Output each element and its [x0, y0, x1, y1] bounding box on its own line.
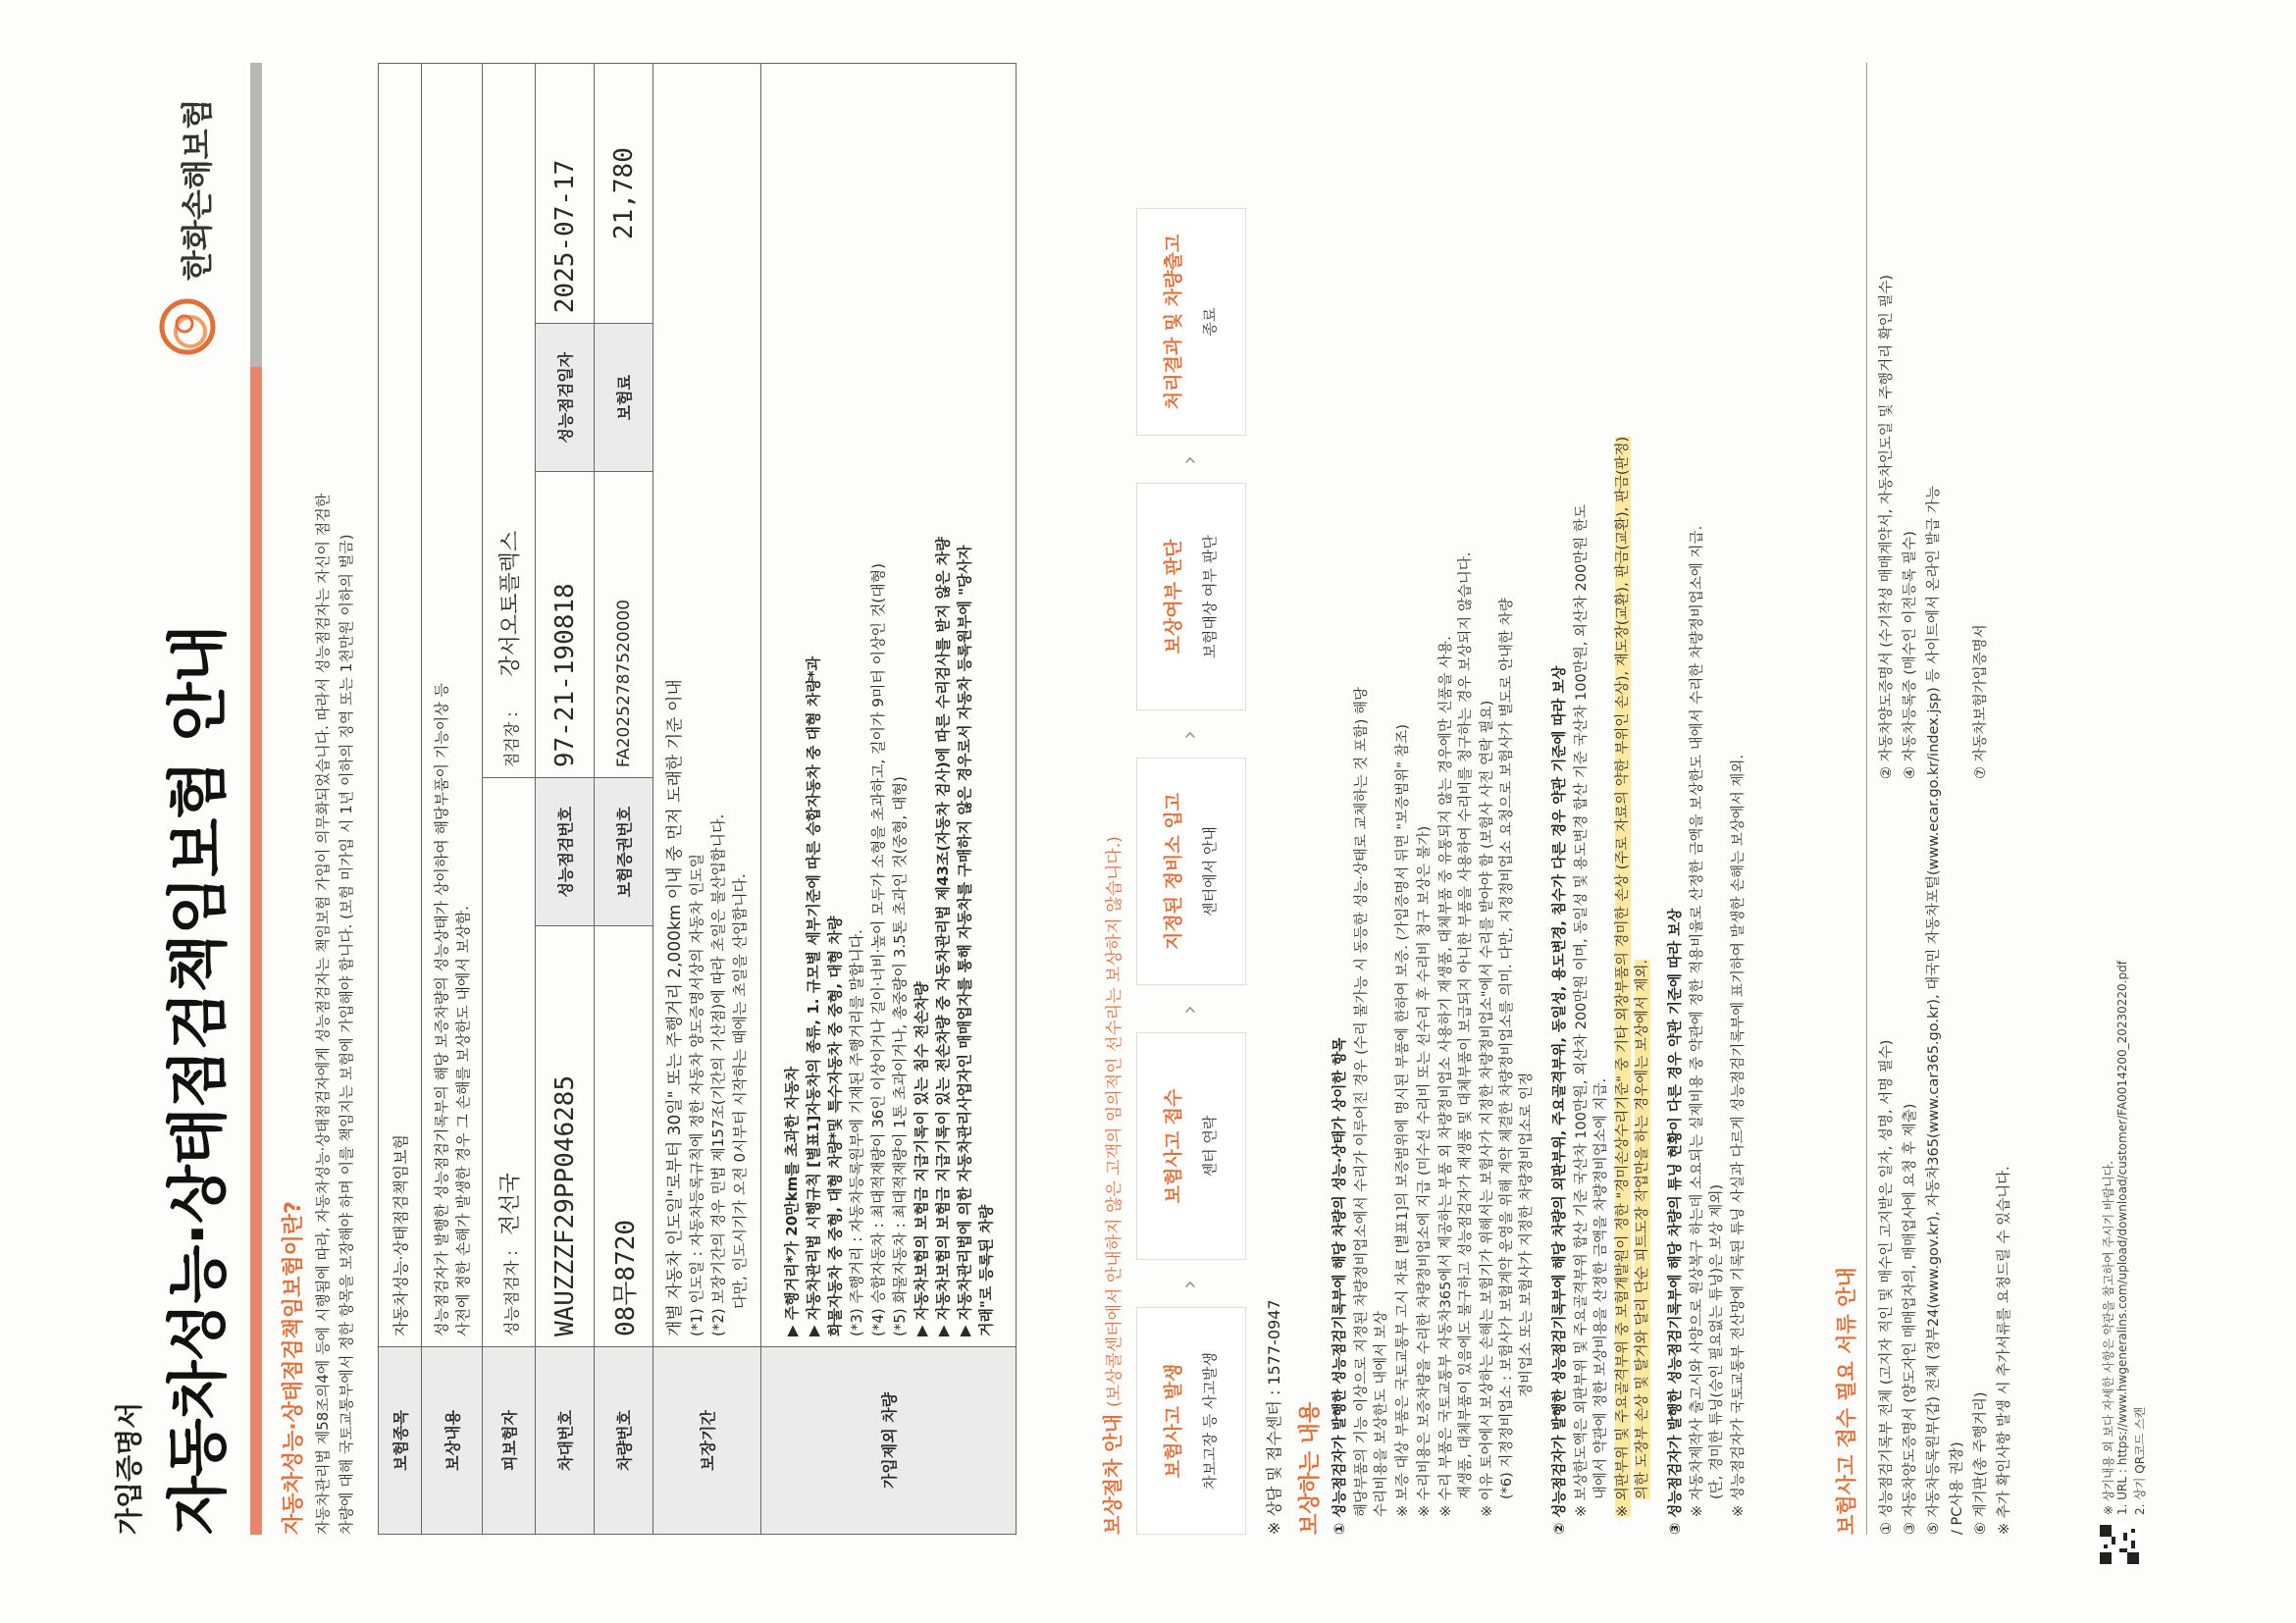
- coverage-line: 사전에 정한 손해가 발생한 경우 그 손해를 보상한도 내에서 보상함.: [453, 906, 472, 1336]
- chevron-right-icon: ›: [1175, 730, 1203, 740]
- policy-no-label: 보험증권번호: [595, 778, 653, 926]
- insured-label: 피보험자: [483, 1347, 536, 1535]
- process-title: [1097, 836, 1125, 1535]
- process-step-result: [1136, 208, 1246, 436]
- brand-swirl-icon: [157, 296, 218, 357]
- required-doc-item: ⑤ 자동차등록원부(갑) 전체 (정부24(www.gov.kr), 자동차365(www.car365.go.kr), 대국민 자동차포털(www.ecar.go.kr/index.jsp) 등 사이트에서 온라인 발급 가능: [1926, 486, 1942, 1535]
- shop-cell: [483, 64, 536, 778]
- coverage-text: (*6) 지정정비업소 : 보험사가 보험계약 운영을 위해 계약 체결한 차량정비업소를 의미. 다만, 지정정비업소 요청으로 보험사가 별도로 안내한 차량: [1499, 598, 1515, 1499]
- period-label: 보장기간: [653, 1347, 761, 1535]
- plate-label: 차량번호: [595, 1347, 653, 1535]
- excluded-label: 가입제외 차량: [761, 1347, 1017, 1535]
- coverage-text: 수리비용을 보상한도 내에서 보상: [1374, 1311, 1389, 1517]
- coverage-label: 보상내용: [422, 1347, 483, 1535]
- inspector-cell: [483, 778, 536, 1347]
- step-heading: 지정된 정비소 입고: [1163, 792, 1184, 951]
- inspection-no-value: 97-21-190818: [536, 472, 595, 778]
- product-label: 보험종목: [379, 1347, 422, 1535]
- premium-value: 21,780: [595, 64, 653, 324]
- shop-name: 강서오토플렉스: [498, 530, 523, 677]
- excluded-line: 화물자동차 중 중형, 대형 차량*및 특수자동차 중 중형, 대형 차량: [825, 916, 844, 1336]
- contact-center-note: ※ 상담 및 접수센터 : 1577-0947: [1265, 1299, 1283, 1535]
- coverage-item-heading: ③ 성능점검자가 발행한 성능점검기록부에 해당 차량의 튜닝 현황이 다른 경우 약관 기준에 따라 보상: [1668, 908, 1684, 1535]
- coverage-text: ※ 보상한도액은 외판부위 및 주요골격부위 합산 기준 국산차 100만원, 외산차 200만원 이며, 동일성 및 용도변경 합산 기준 국산차 100만원, 외산차 200만원 한도: [1574, 504, 1590, 1517]
- chevron-right-icon: ›: [1175, 1005, 1203, 1015]
- excluded-line: 거래"로 등록된 차량: [976, 1204, 995, 1336]
- brand-name: 한화손해보험: [179, 98, 216, 281]
- period-line: 개별 자동차 인도일"로부터 30일" 또는 주행거리 2,000km 이내 중 먼저 도래한 기준 이내: [664, 679, 685, 1336]
- step-heading: 보험사고 발생: [1163, 1363, 1184, 1479]
- product-value: 자동차성능·상태점검책임보험: [379, 64, 422, 1347]
- brand-logo: [147, 63, 235, 357]
- process-steps: [1136, 63, 1244, 1535]
- process-heading-note: (보상콜센터에서 안내하지 않은 고객의 임의적인 선수리는 보상하지 않습니다.): [1105, 836, 1124, 1408]
- intro-text-line: 차량에 대해 국토교통부에서 정한 항목을 보장해야 하며 이를 책임지는 보험에 가입해야 합니다. (보험 미가입 시 1년 이하의 징역 또는 1천만원 이하의 벌금): [338, 534, 355, 1535]
- coverage-title: 보상하는 내용: [1298, 1401, 1323, 1535]
- coverage-item-heading: ① 성능점검자가 발행한 성능점검기록부에 해당 차량의 성능·상태가 상이한 항목: [1332, 1037, 1348, 1535]
- excluded-line: ▶ 자동차관리법 시행규칙 [별표1]자동차의 종류, 1. 규모별 세부기준에 따른 승합자동차 중 대형 차량*과: [804, 655, 822, 1336]
- coverage-text: 정비업소 또는 보험사가 지정한 차량정비업소로 인정: [1519, 1072, 1535, 1397]
- coverage-text: ※ 수리 부품은 국토교통부 자동차365에서 제공하는 부품 외 차량정비업소 사용하기 재생품, 대체부품 중 유통되지 않는 경우에만 신품을 사용.: [1438, 636, 1454, 1517]
- coverage-text: (단, 경미한 튜닝(승인 필요없는 튜닝)은 보상 제외): [1709, 1183, 1725, 1499]
- excluded-value: [761, 64, 1017, 1347]
- required-doc-item: ③ 자동차양도증명서 (양도자인 매매업자의, 매매업사에 요청 후 제출): [1903, 1103, 1918, 1535]
- intro-text-line: 자동차관리법 제58조의4에 등에 시행됨에 따라, 자동차성능·상태점검자에게 성능점검자는 책임보험 가입이 의무화되었습니다. 따라서 성능점검자는 자신이 점검한: [314, 493, 332, 1535]
- required-doc-item: ① 성능점검기록부 전체 (고지자 직인 및 매수인 고지받은 일자, 성명, 서명 필수): [1879, 1039, 1895, 1535]
- coverage-text: ※ 수리비용은 보증차량을 수리한 차량정비업소에 지급 (미수선 수리비 또는 선수리 후 수리비 청구 보상은 불가): [1417, 825, 1433, 1517]
- policy-no-value: FA20252787520000: [595, 472, 653, 778]
- step-heading: 처리결과 및 차량출고: [1163, 234, 1184, 410]
- step-description: 차보고장 등 사고발생: [1201, 1352, 1219, 1490]
- coverage-text: ※ 자동차제작사 출고시와 사양으로 원상복구 하는데 소요되는 실제비용 중 약관에 정한 적용비율로 산정한 금액을 보상한도 내에서 수리한 차량정비업소에 지급.: [1690, 525, 1705, 1517]
- coverage-text: ※ 성능점검자가 국토교통부 전산망에 기록된 튜닝 사실과 다르게 성능점검기록부에 표기하여 발생한 손해는 보상에서 제외.: [1731, 754, 1747, 1517]
- certificate-table: [378, 63, 1017, 1535]
- step-description: 보험대상 여부 판단: [1201, 535, 1219, 658]
- required-doc-item: ② 자동차양도증명서 (수기작성 매매계약서, 자동차인도일 및 주행거리 확인 필수): [1879, 274, 1895, 779]
- coverage-item-heading: ② 성능점검자가 발행한 성능점검기록부에 해당 차량의 외판부위, 주요골격부위, 동일성, 용도변경, 침수가 다른 경우 약관 기준에 따라 보상: [1552, 665, 1568, 1535]
- intro-question: 자동차성능·상태점검책임보험이란?: [282, 1201, 306, 1535]
- qr-code-icon[interactable]: [2100, 1525, 2139, 1564]
- required-docs-title: 보험사고 접수 필요 서류 안내: [1835, 1267, 1858, 1535]
- vin-value: WAUZZZF29PP046285: [536, 926, 595, 1347]
- highlighted-text: 의한 도장부 손상 및 탈거와 달리 단순 피트도장 작업만을 하는 경우에는 보상에서 제외.: [1635, 959, 1650, 1499]
- section-divider: [1866, 63, 1867, 1535]
- highlighted-text: ※ 외판부위 및 주요골격부위 중 보험개발원이 정한 "경미손상수리기준" 중 기타 외장부품의 경미한 손상 (주로 자료의 약한 부위인 손상), 재도장(교환), 판금(교환), 판금(판정): [1615, 436, 1631, 1517]
- excluded-line: ▶ 자동차보험의 보험금 지급기록이 있는 전손차량 중 자동차관리법 제43조(자동차 검사)에 따른 수리검사를 받지 않은 차량: [933, 537, 952, 1336]
- required-doc-item: / PC사용 권장): [1950, 1441, 1965, 1535]
- step-heading: 보험사고 접수: [1163, 1088, 1184, 1204]
- chevron-right-icon: ›: [1175, 1280, 1203, 1289]
- process-step-decision: [1136, 483, 1246, 710]
- coverage-value: [422, 64, 483, 1347]
- coverage-text: 재생품, 대체부품이 있음에도 불구하고 성능점검자가 재생품 및 대체부품이 보급되지 아니한 부품을 사용하여 수리비를 청구하는 경우 보상되지 않습니다.: [1458, 551, 1474, 1499]
- excluded-line: ▶ 주행거리*가 20만km를 초과한 자동차: [782, 1066, 801, 1336]
- coverage-text: 해당부품의 기능 이상으로 지정된 차량정비업소에서 수리가 이루어진 경우 (수리 불가능 시 동등한 성능·상태로 교체하는 것 포함) 해당: [1354, 686, 1370, 1517]
- required-doc-item: ⑦ 자동차보험가입증명서: [1973, 624, 1989, 779]
- plate-value: 08무8720: [595, 926, 653, 1347]
- required-doc-item: ④ 자동차등록증 (매수인 이전등록 필수): [1903, 531, 1918, 779]
- step-description: 센터 연락: [1201, 1115, 1219, 1178]
- period-value: [653, 64, 761, 1347]
- inspector-name: 전선국: [498, 1173, 523, 1235]
- coverage-line: 성능점검자가 발행한 성능점검기록부의 해당 보증차량의 성능상태가 상이하여 해당부품이 기능이상 등: [432, 683, 450, 1336]
- vin-label: 차대번호: [536, 1347, 595, 1535]
- document-title: 자동차성능·상태점검책임보험 안내: [162, 625, 234, 1535]
- footer-note: ※ 상기내용 외 보다 자세한 사항은 약관을 참고하여 주시기 바랍니다.: [2102, 1160, 2115, 1515]
- inspector-label: 성능점검자 :: [502, 1250, 521, 1336]
- excluded-line: ▶ 자동차관리법에 의한 자동차관리사업자인 매매업자를 통해 자동차를 구매하지 않은 경우로서 자동차 등록원부에 "당사자: [955, 545, 973, 1336]
- required-doc-note: ※ 추가 확인사항 발생 시 추가서류를 요청드릴 수 있습니다.: [1997, 1166, 2012, 1535]
- shop-label: 점검장 :: [502, 711, 521, 768]
- header-divider-accent: [250, 63, 262, 367]
- document-subtitle: 가입증명서: [113, 1401, 145, 1535]
- step-heading: 보상여부 판단: [1163, 539, 1184, 654]
- process-heading: 보상절차 안내: [1101, 1414, 1124, 1535]
- coverage-text: 내에서 약관에 정한 보상비용을 산정한 금액을 차량정비업소에 지급.: [1593, 1077, 1609, 1499]
- footer-url[interactable]: 1. URL : https://www.hwgeneralins.com/upload/download/customer/FA0014200_20230220.pdf: [2115, 961, 2129, 1515]
- inspection-no-label: 성능점검번호: [536, 778, 595, 926]
- step-description: 종료: [1201, 307, 1219, 337]
- coverage-text-highlight: [1633, 27, 1652, 1535]
- excluded-line: ▶ 자동차보험의 보험금 지급기록이 있는 침수 전손차량: [912, 981, 930, 1336]
- coverage-text: ※ 이유 토어에서 보상하는 손해는 보험기가 위해서는 보험사가 지정한 차량정비업소"에서 수리를 받아야 함 (보험사 사전 연락 필요): [1480, 700, 1495, 1517]
- required-doc-item: ⑥ 계기판(총 주행거리): [1973, 1391, 1989, 1535]
- process-step-report: [1136, 1032, 1246, 1260]
- inspection-date-label: 성능점검일자: [536, 324, 595, 472]
- excluded-line: (*4) 승합자동차 : 최대적재량이 36인 이상이거나 길이·너비·높이 모두가 소형을 초과하고, 길이가 9미터 이상인 것(대형): [868, 563, 887, 1336]
- period-line: 다만, 인도시기가 오전 0시부터 시작하는 때에는 초일을 산입합니다.: [730, 873, 749, 1309]
- inspection-date-value: 2025-07-17: [536, 64, 595, 324]
- process-step-accident: [1136, 1307, 1246, 1535]
- coverage-text: ※ 보증 대상 부품은 국토교통부 고시 자료 [별표1]의 보증범위에 명시된 부품에 한하여 보증. (가입증명서 뒤면 "보증범위" 참조): [1395, 723, 1411, 1517]
- excluded-line: (*3) 주행거리 : 자동차등록원부에 기재된 주행거리를 말합니다.: [847, 929, 865, 1336]
- excluded-line: (*5) 화물자동차 : 최대적재량이 1톤 초과이거나, 총중량이 3.5톤 초과인 것(중형, 대형): [890, 776, 909, 1336]
- process-step-garage: [1136, 758, 1246, 985]
- step-description: 센터에서 안내: [1201, 826, 1219, 916]
- chevron-right-icon: ›: [1175, 455, 1203, 465]
- premium-label: 보험료: [595, 324, 653, 472]
- coverage-text-highlight: [1613, 45, 1633, 1535]
- period-line: (*1) 인도일 : 자동차등록규칙에 정한 자동차 양도증명서상의 자동차 인도일: [687, 853, 705, 1336]
- period-line: (*2) 보장기간의 경우 민법 제157조(기간의 기산점)에 따라 초일은 불산입합니다.: [708, 813, 727, 1336]
- footer-qr-hint: 2. 상기 QR코드 스캔: [2133, 1406, 2147, 1515]
